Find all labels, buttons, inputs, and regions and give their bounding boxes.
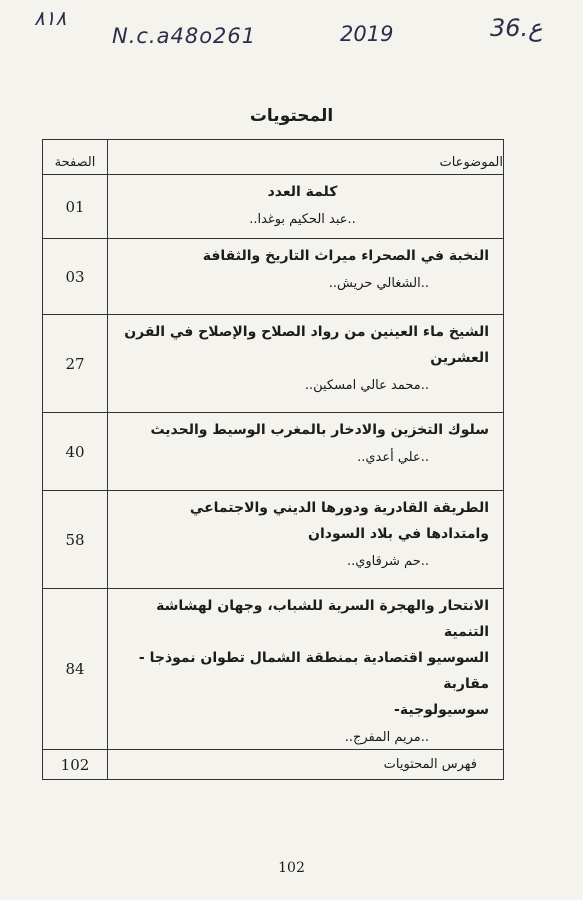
- topic-title: الانتحار والهجرة السرية للشباب، وجهان لهشاشة التنمية: [156, 598, 489, 640]
- table-row: [43, 315, 504, 413]
- table-row: [43, 589, 504, 750]
- topic-cell: [108, 239, 504, 315]
- header-topics: الموضوعات: [108, 140, 504, 175]
- handwritten-year: 2019: [340, 22, 394, 46]
- topic-title: سلوك التخزين والادخار بالمغرب الوسيط والحديث: [150, 422, 489, 438]
- table-header-row: [43, 140, 504, 175]
- topic-author: ..علي أعدي..: [357, 450, 429, 465]
- topic-cell: [108, 589, 504, 750]
- table-row: [43, 750, 504, 780]
- topic-title: الطريقة القادرية ودورها الديني والاجتماعي: [189, 500, 489, 516]
- topic-title: كلمة العدد: [267, 184, 338, 200]
- table-row: [43, 239, 504, 315]
- table-row: [43, 491, 504, 589]
- page-number: 84: [43, 589, 108, 750]
- topic-author: ..محمد عالي امسكين..: [304, 378, 429, 393]
- topic-author: ..مريم المفرج..: [344, 730, 429, 745]
- contents-table: [42, 139, 504, 780]
- page-number: 01: [43, 175, 108, 239]
- topic-cell: [108, 175, 504, 239]
- page-number: 40: [43, 413, 108, 491]
- topic-title-line2: العشرين: [430, 350, 489, 366]
- handwritten-serial: N.c.a48o261: [112, 24, 257, 48]
- page-number: 03: [43, 239, 108, 315]
- handwritten-issue: 36.ع: [490, 14, 543, 42]
- topic-cell: [108, 315, 504, 413]
- topic-title: النخبة في الصحراء ميراث التاريخ والثقافة: [202, 248, 489, 264]
- topic-title-line2: السوسيو اقتصادية بمنطقة الشمال تطوان نموذجا - مقاربة: [138, 650, 489, 692]
- table-row: [43, 413, 504, 491]
- header-page: الصفحة: [43, 140, 108, 175]
- index-label: فهرس المحتويات: [108, 750, 504, 780]
- page-number: 27: [43, 315, 108, 413]
- page-number: 58: [43, 491, 108, 589]
- page-title: المحتويات: [249, 106, 334, 126]
- topic-cell: [108, 491, 504, 589]
- table-row: [43, 175, 504, 239]
- topic-title-line3: سوسيولوجية-: [394, 702, 489, 718]
- handwritten-code: ٨١٨: [34, 6, 67, 30]
- index-page-number: 102: [43, 750, 108, 780]
- footer-page-number: 102: [278, 860, 305, 876]
- topic-title: الشيخ ماء العينين من رواد الصلاح والإصلاح في القرن: [124, 324, 489, 340]
- topic-title-line2: وامتدادها في بلاد السودان: [308, 526, 489, 542]
- topic-author: ..عبد الحكيم بوغدا..: [249, 212, 356, 227]
- topic-cell: [108, 413, 504, 491]
- topic-author: ..الشغالي حريش..: [328, 276, 429, 291]
- topic-author: ..حم شرقاوي..: [346, 554, 429, 569]
